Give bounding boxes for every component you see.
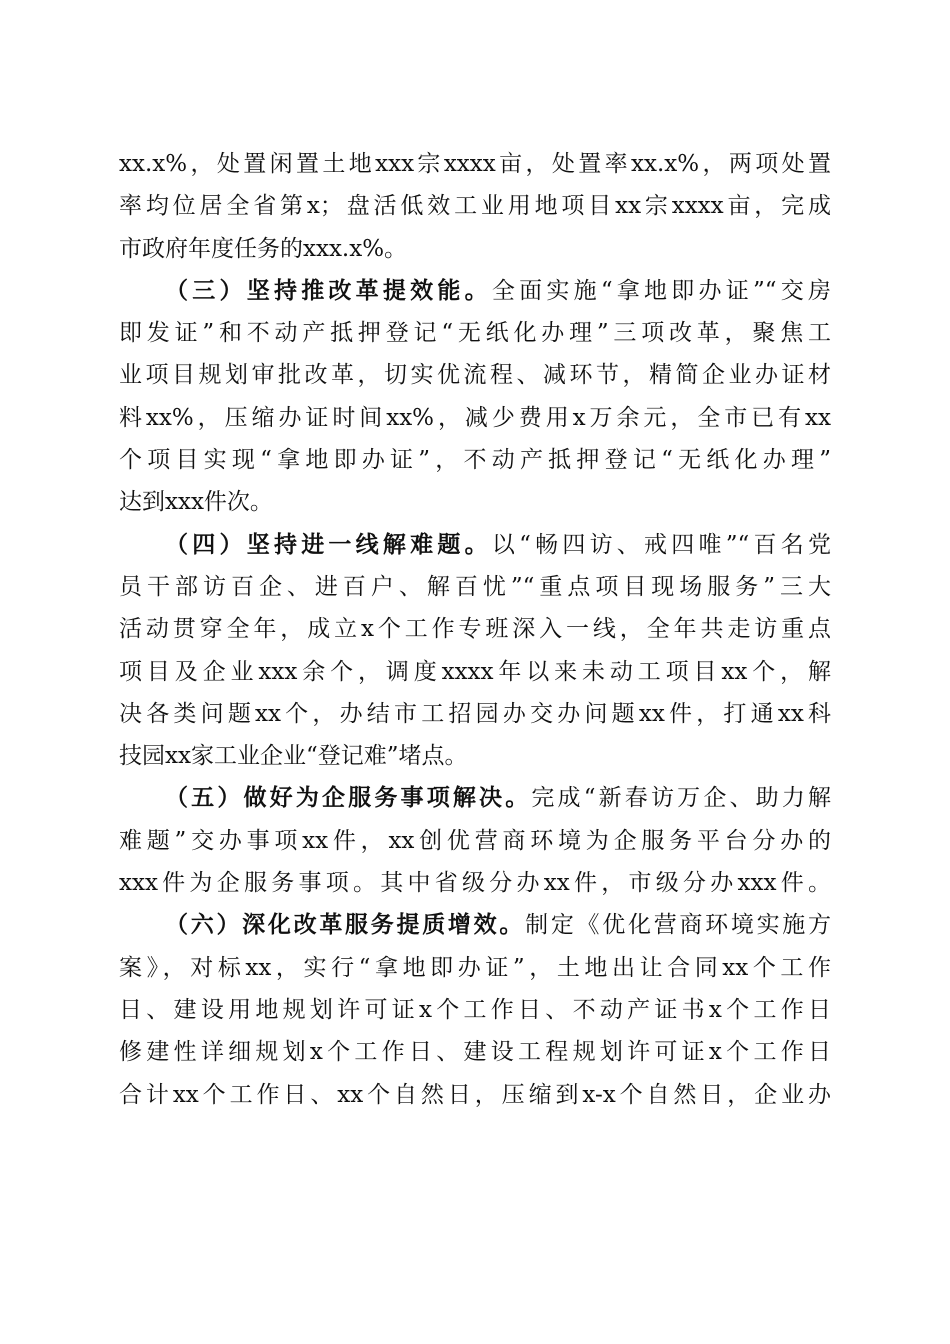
text-line: 率均位居全省第x；盘活低效工业用地项目xx宗xxxx亩，完成 xyxy=(119,193,831,220)
text-line xyxy=(119,270,831,312)
paragraph-deepen-reform xyxy=(119,904,831,1115)
text-line: 技园xx家工业企业“登记难”堵点。 xyxy=(119,743,468,770)
text-line: 修建性详细规划x个工作日、建设工程规划许可证x个工作日 xyxy=(119,1039,831,1066)
paragraph-enterprise-service xyxy=(119,777,831,904)
text-line: 市政府年度任务的xxx.x%。 xyxy=(119,235,408,262)
text-line: 难题”交办事项xx件，xx创优营商环境为企服务平台分办的 xyxy=(119,827,831,854)
text-line: 个项目实现“拿地即办证”，不动产抵押登记“无纸化办理” xyxy=(119,447,831,474)
text-line xyxy=(119,777,831,819)
text-run: 全面实施“拿地即办证”“交房 xyxy=(491,277,831,304)
paragraph-reform-efficiency xyxy=(119,270,831,524)
paragraph-land-disposal xyxy=(119,143,831,270)
document-body xyxy=(119,143,831,1116)
text-line: 料xx%，压缩办证时间xx%，减少费用x万余元，全市已有xx xyxy=(119,404,831,431)
section-heading: （五）做好为企服务事项解决。 xyxy=(165,784,532,812)
section-heading: （六）深化改革服务提质增效。 xyxy=(165,911,526,939)
text-line: xx.x%，处置闲置土地xxx宗xxxx亩，处置率xx.x%，两项处置 xyxy=(119,151,831,177)
text-line: 项目及企业xxx余个，调度xxxx年以来未动工项目xx个，解 xyxy=(119,658,831,685)
text-line: 案》，对标xx，实行“拿地即办证”，土地出让合同xx个工作 xyxy=(119,954,831,981)
text-line: 员干部访百企、进百户、解百忧”“重点项目现场服务”三大 xyxy=(119,573,831,600)
text-line: 日、建设用地规划许可证x个工作日、不动产证书x个工作日 xyxy=(119,996,831,1023)
text-run: 制定《优化营商环境实施方 xyxy=(525,912,831,939)
text-line: 合计xx个工作日、xx个自然日，压缩到x-x个自然日，企业办 xyxy=(119,1081,831,1108)
section-heading: （三）坚持推改革提效能。 xyxy=(165,276,492,304)
text-line: 即发证”和不动产抵押登记“无纸化办理”三项改革，聚焦工 xyxy=(119,320,831,347)
section-heading: （四）坚持进一线解难题。 xyxy=(165,530,492,558)
text-run: 完成“新春访万企、助力解 xyxy=(531,785,831,812)
paragraph-frontline-problems xyxy=(119,524,831,778)
text-line xyxy=(119,904,831,946)
text-line: 活动贯穿全年，成立x个工作专班深入一线，全年共走访重点 xyxy=(119,616,831,643)
text-run: 以“畅四访、戒四唯”“百名党 xyxy=(491,531,831,558)
text-line: 达到xxx件次。 xyxy=(119,489,273,516)
text-line: 决各类问题xx个，办结市工招园办交办问题xx件，打通xx科 xyxy=(119,700,831,727)
text-line: 业项目规划审批改革，切实优流程、减环节，精简企业办证材 xyxy=(119,362,831,389)
text-line xyxy=(119,524,831,566)
text-line: xxx件为企服务事项。其中省级分办xx件，市级分办xxx件。 xyxy=(119,870,831,897)
